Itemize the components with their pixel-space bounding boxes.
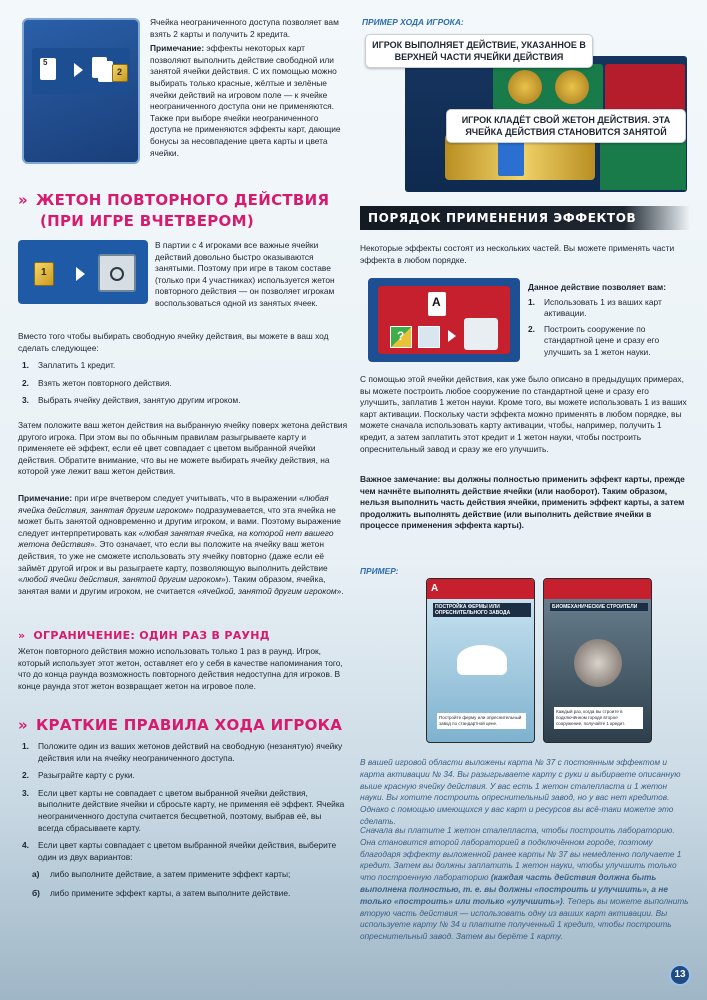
- repeat-p3: Затем положите ваш жетон действия на выбранную ячейку поверх жетона действия другого игрока. При этом вы по обычным правилам разыгрываете карту и применяете её эффект, если её цвет совпадает с цветом выбранной ячейки действия. Обратите внимание, что вы не можете выбирать ячейку действия, на которой уже лежит ваш жетон действия.: [18, 420, 348, 477]
- limit-paragraph: Жетон повторного действия можно использовать только 1 раз в раунд. Игрок, который использует этот жетон, оставляет его у себя в качестве напоминания того, что до конца раунда возможность повторного действия недоступна для игроков. В конце раунда этот жетон возвращает жетон на игровое поле.: [18, 646, 343, 691]
- repeat-p1: В партии с 4 игроками все важные ячейки действий довольно быстро оказываются занятыми. Поэтому при игре в таком составе (только при 4 участниках) используется жетон повторного действия — он позволяет игрокам воспользоваться одной из занятых ячеек.: [155, 240, 335, 308]
- question-mark: ?: [397, 329, 405, 343]
- game-card-34: [543, 578, 652, 743]
- octopus-art: [574, 639, 622, 687]
- card-title: ПОСТРОЙКА ФЕРМЫ ИЛИ ОПРЕСНИТЕЛЬНОГО ЗАВОДА: [433, 603, 531, 617]
- list-item: 3. Выбрать ячейку действия, занятую другим игроком.: [22, 395, 241, 406]
- unlimited-access-text: [150, 17, 346, 159]
- page-number: 13: [669, 964, 691, 986]
- arrow-icon: [74, 63, 83, 77]
- limit-heading: » ОГРАНИЧЕНИЕ: ОДИН РАЗ В РАУНД: [18, 629, 270, 642]
- action-list: [528, 282, 690, 365]
- heading-chevron: »: [18, 716, 28, 734]
- chip-value: 1: [41, 267, 47, 278]
- card-text: Каждый раз, когда вы строите в подключённом городе второе сооружение, получайте 1 кредит.: [554, 707, 643, 729]
- arrow-icon: [76, 267, 85, 281]
- heading-line-2: (ПРИ ИГРЕ ВЧЕТВЕРОМ): [40, 212, 254, 230]
- heading-chevron: »: [18, 191, 28, 209]
- submarine-art: [457, 645, 507, 675]
- credit-value: 2: [117, 67, 123, 77]
- card-letter: A: [431, 583, 439, 594]
- brief-steps-list: [22, 741, 348, 906]
- order-p2: С помощью этой ячейки действия, как уже было описано в предыдущих примерах, вы можете построить любое сооружение по стандартной цене и сразу его улучшить, заплатив 1 жетон науки. Кроме того, вы можете использовать 1 из ваших карт активации. Поскольку части эффекта можно применять в любом порядке, вы можете сначала использовать карту активации, чтобы, например, получить 1 кредит, а затем заплатить этот кредит и 1 жетон науки, чтобы построить опреснительный завод и сразу же его улучшить.: [360, 374, 687, 454]
- order-p1: Некоторые эффекты состоят из нескольких частей. Вы можете применять части эффекта в любом порядке.: [360, 243, 675, 265]
- repeat-p2: Вместо того чтобы выбирать свободную ячейку действия, вы можете в ваш ход сделать следующее:: [18, 331, 329, 353]
- heading-chevron: »: [18, 629, 26, 642]
- brief-rules-heading: » КРАТКИЕ ПРАВИЛА ХОДА ИГРОКА: [18, 716, 343, 734]
- example-p2: Сначала вы платите 1 жетон сталепласта, чтобы построить лабораторию. Она становится второй лабораторией в подключённом городе, поэтому благодаря эффекту выложенной ранее карты № 37 вы немедленно получаете 1 кредит. Затем вы должны заплатить 1 жетон науки, чтобы улучшить только что построенную лабораторию (каждая часть действия должна быть выполнена полностью, т. е. вы должны «построить и улучшить», а не только «построить» или только «улучшить»). Теперь вы можете выполнить вторую часть действия — использовать одну из ваших карт активации. Вы используете карту № 34 и платите полученный 1 кредит, чтобы построить опреснительный завод. Затем вы берёте 1 карту.: [360, 825, 689, 942]
- globe-icon: [555, 70, 589, 104]
- example-p1: В вашей игровой области выложены карта № 37 с постоянным эффектом и карта активации № 34. Вы разыгрываете карту с руки и выбираете описанную выше красную ячейку действия. У вас есть 1 жетон сталепласта и 1 жетон науки. Вы хотите построить опреснительный завод, но у вас нет кредитов. Однако с помощью имеющихся у вас карт и ресурсов вы всё-таки можете это сделать.: [360, 757, 681, 826]
- list-item: 4. Если цвет карты совпадает с цветом выбранной ячейки действия, выберите один из двух вариантов:: [22, 840, 337, 862]
- list-item: 1. Заплатить 1 кредит.: [22, 360, 116, 370]
- science-icon: [418, 326, 440, 348]
- intro-note: [150, 43, 346, 159]
- example2-label: ПРИМЕР:: [360, 566, 399, 576]
- action-head: Данное действие позволяет вам:: [528, 282, 667, 292]
- sub-item: б) либо примените эффект карты, а затем выполните действие.: [32, 887, 291, 898]
- order-title: ПОРЯДОК ПРИМЕНЕНИЯ ЭФФЕКТОВ: [360, 206, 690, 230]
- building-icon: [464, 318, 498, 350]
- card-count: 5: [43, 58, 48, 67]
- note-text: эффекты некоторых карт позволяют выполнить действие свободной или занятой ячейки действия. С их помощью можно выбирать только красные, жёлтые и зелёные ячейки действий на игровом поле — к ячейке неограниченного доступа они не применяются. Также при выборе ячейки неограниченного доступа не применяются эффекты карт, дающие бонусы за несовпадение цвета карты и цвета ячейки.: [150, 43, 341, 158]
- list-item: 1. Использовать 1 из ваших карт активации.: [528, 296, 662, 319]
- important-note: Важное замечание: вы должны полностью применить эффект карты, прежде чем начнёте выполнять действие ячейки (или наоборот). Таким образом, нельзя выполнить часть действия ячейки, применить эффект карты, а затем продолжить выполнять действие (или выполнить действие ячейки в процессе применения эффекта карты).: [360, 474, 685, 531]
- game-card-37: [426, 578, 535, 743]
- list-item: 2. Взять жетон повторного действия.: [22, 377, 172, 388]
- repeat-token-icon: [98, 254, 136, 292]
- callout-token: ИГРОК КЛАДЁТ СВОЙ ЖЕТОН ДЕЙСТВИЯ. ЭТА ЯЧЕЙКА ДЕЙСТВИЯ СТАНОВИТСЯ ЗАНЯТОЙ: [446, 109, 686, 143]
- list-item: 2. Построить сооружение по стандартной цене и сразу его улучшить за 1 жетон науки.: [528, 323, 660, 357]
- list-item: 2. Разыграйте карту с руки.: [22, 770, 135, 781]
- callout-action: ИГРОК ВЫПОЛНЯЕТ ДЕЙСТВИЕ, УКАЗАННОЕ В ВЕРХНЕЙ ЧАСТИ ЯЧЕЙКИ ДЕЙСТВИЯ: [365, 34, 593, 68]
- arrow-icon: [448, 330, 456, 342]
- repeat-note: Примечание: при игре вчетвером следует учитывать, что в выражении «любая ячейка действия, занятая другим игроком» подразумевается, что эта ячейка не может быть занятой одновременно и другим игроком, и вами. Поэтому выражение следует интерпретировать как «любая занятая ячейка, на которой нет вашего жетона действия». Это означает, что если вы положите на ячейку ваш жетон действия, то уже не сможете использовать эту ячейку повторно (даже если её займёт другой игрок и вы разыграете карту, позволяющую выполнить действие «любой ячейки действия, занятой другим игроком»). Таким образом, ячейка, занятая вами и другим игроком, не считается «ячейкой, занятой другим игроком».: [18, 493, 344, 596]
- card-text: Постройте ферму или опреснительный завод по стандартной цене.: [437, 713, 526, 729]
- sub-item: а) либо выполните действие, а затем примените эффект карты;: [32, 869, 291, 880]
- intro-paragraph: Ячейка неограниченного доступа позволяет вам взять 2 карты и получить 2 кредита.: [150, 17, 339, 39]
- globe-icon: [508, 70, 542, 104]
- unlimited-access-illustration: [22, 18, 140, 164]
- card-letter: A: [432, 295, 441, 309]
- list-item: 1. Положите один из ваших жетонов действий на свободную (незанятую) ячейку действия или на ячейку неограниченного доступа.: [22, 741, 343, 763]
- example-label: ПРИМЕР ХОДА ИГРОКА:: [362, 17, 464, 27]
- note-label: Примечание:: [150, 43, 205, 54]
- card-icon: [98, 61, 113, 82]
- repeat-steps-list: [22, 360, 348, 413]
- repeat-token-illustration: [18, 240, 148, 304]
- heading-line-1: ЖЕТОН ПОВТОРНОГО ДЕЙСТВИЯ: [36, 191, 330, 209]
- list-item: 3. Если цвет карты не совпадает с цветом выбранной ячейки действия, выполните действие ячейки и сбросьте карту, не применяя её эффект. Ячейка неограниченного доступа считается бесцветной, поэтому, выбрав её, вы всегда сбрасываете карту.: [22, 787, 345, 833]
- action-cell-illustration: [368, 278, 520, 362]
- card-title: БИОМЕХАНИЧЕСКИЕ СТРОИТЕЛИ: [550, 603, 648, 611]
- repeat-action-heading: [18, 190, 348, 232]
